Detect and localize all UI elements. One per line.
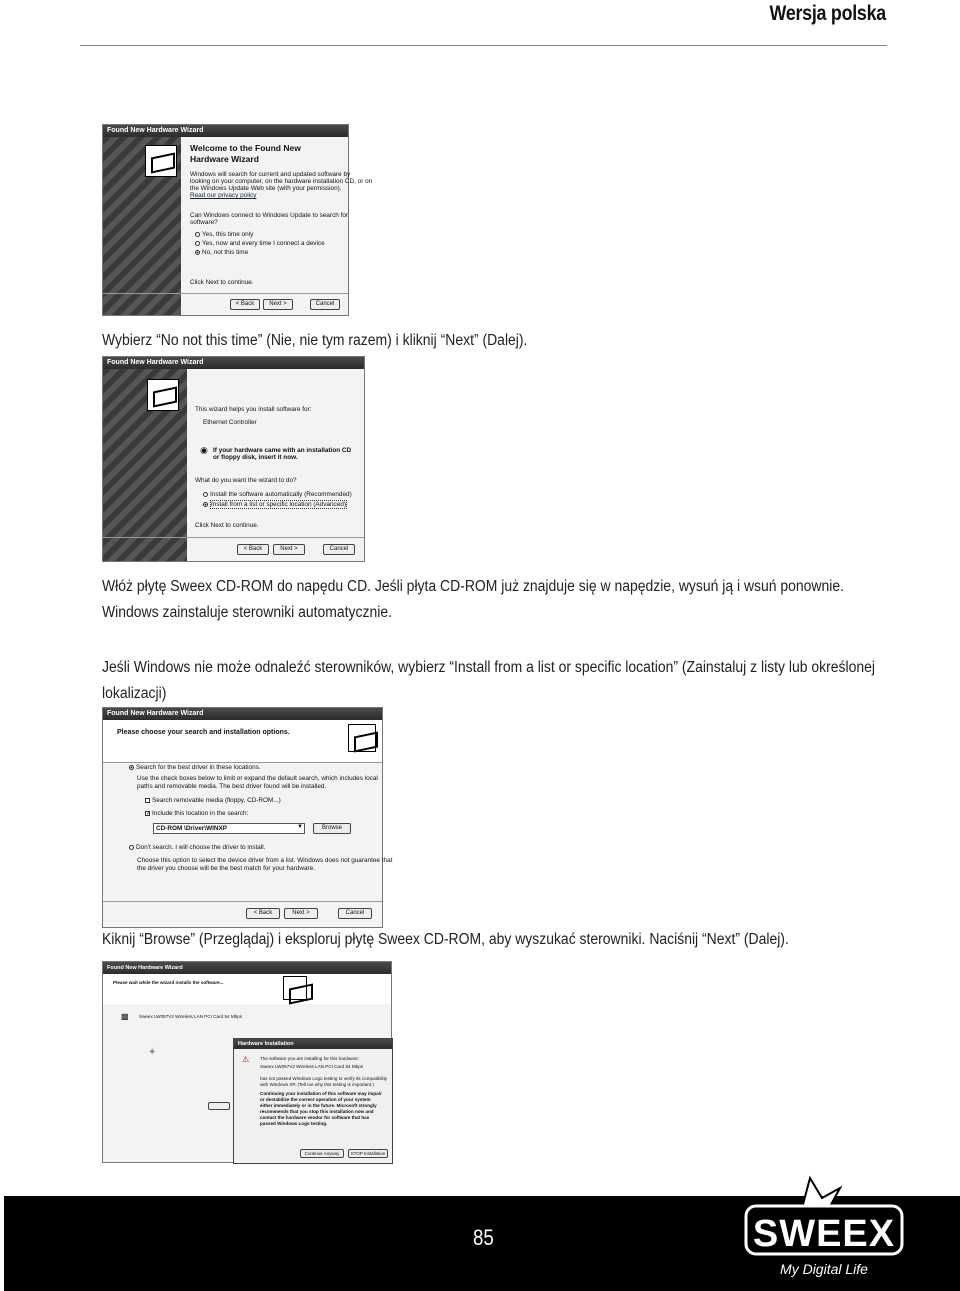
- header-title: Wersja polska: [769, 2, 886, 25]
- wizard-question-2: software?: [190, 219, 218, 226]
- chevron-down-icon[interactable]: ▼: [297, 824, 303, 830]
- page-number: 85: [473, 1225, 494, 1250]
- wizard-screenshot-search-options: [102, 707, 393, 928]
- option-description: Use the check boxes below to limit or expand the default search, which includes local: [137, 775, 378, 782]
- wizard-heading: Please choose your search and installation options.: [117, 729, 290, 736]
- radio-yes-always[interactable]: [195, 240, 325, 247]
- radio-selected-icon: [203, 502, 208, 507]
- hardware-installation-dialog: [233, 1038, 393, 1164]
- checkbox-removable[interactable]: [145, 797, 281, 804]
- radio-label: Yes, now and every time I connect a device: [202, 240, 325, 247]
- radio-yes-once[interactable]: [195, 231, 253, 238]
- dialog-warning: or destabilize the correct operation of your system: [260, 1097, 371, 1102]
- continue-anyway-button[interactable]: Continue Anyway: [300, 1149, 344, 1158]
- wizard-text: the Windows Update Web site (with your permission).: [190, 185, 342, 192]
- cancel-button[interactable]: Cancel: [310, 299, 340, 310]
- back-button[interactable]: < Back: [230, 299, 260, 310]
- search-animation-icon: ✦: [148, 1047, 157, 1058]
- radio-selected-icon: [195, 250, 200, 255]
- window-title: Found New Hardware Wizard: [103, 962, 391, 974]
- window-title: Found New Hardware Wizard: [103, 125, 348, 137]
- radio-label: Install from a list or specific location (Advanced): [211, 501, 346, 508]
- caption-2: Włóż płytę Sweex CD-ROM do napędu CD. Jeśli płyta CD-ROM już znajduje się w napędzie, wysuń ją i wsuń ponownie. Windows zainstaluje sterowniki automatycznie.: [102, 578, 844, 621]
- cd-text: If your hardware came with an installation CD: [213, 447, 352, 454]
- radio-label: Yes, this time only: [202, 231, 254, 238]
- dialog-device: Sweex LW057V2 Wireless LAN PCI Card 54 Mbps: [260, 1064, 364, 1069]
- hardware-icon: [348, 724, 376, 752]
- wizard-heading: Please wait while the wizard installs the software...: [113, 980, 224, 985]
- radio-selected-icon: [129, 765, 134, 770]
- next-button[interactable]: Next >: [284, 908, 318, 919]
- location-input[interactable]: [153, 823, 305, 834]
- radio-search[interactable]: [129, 764, 261, 771]
- dialog-text: The software you are installing for this hardware:: [260, 1056, 360, 1061]
- caption-1: Wybierz “No not this time” (Nie, nie tym razem) i kliknij “Next” (Dalej).: [102, 332, 528, 349]
- radio-dont-search[interactable]: [129, 844, 265, 851]
- hardware-icon: [145, 145, 177, 177]
- wizard-question: What do you want the wizard to do?: [195, 477, 297, 484]
- dialog-warning: contact the hardware vendor for software that has: [260, 1115, 370, 1120]
- wizard-screenshot-welcome: [102, 124, 373, 316]
- checkbox-checked-icon: ✓: [146, 810, 152, 817]
- dialog-text: has not passed Windows Logo testing to verify its compatibility: [260, 1076, 388, 1081]
- radio-label: No, not this time: [202, 249, 249, 256]
- divider: [103, 762, 382, 763]
- back-button[interactable]: < Back: [237, 544, 269, 555]
- header-divider: [80, 45, 887, 46]
- radio-auto[interactable]: [203, 491, 352, 498]
- checkbox-location[interactable]: [145, 810, 248, 817]
- next-button[interactable]: Next >: [273, 544, 305, 555]
- cancel-button[interactable]: Cancel: [323, 544, 355, 555]
- radio-label: Don't search. I will choose the driver to install.: [136, 844, 266, 851]
- option-description: Choose this option to select the device driver from a list. Windows does not guarantee that: [137, 857, 393, 864]
- wizard-header-band: [103, 720, 382, 762]
- stop-installation-button[interactable]: STOP Installation: [348, 1149, 388, 1158]
- divider: [103, 293, 348, 294]
- checkbox-icon: [145, 798, 150, 803]
- dialog-warning: Continuing your installation of this software may impair: [260, 1091, 382, 1096]
- caption-4: Kiknij “Browse” (Przeglądaj) i eksploruj płytę Sweex CD-ROM, aby wyszukać sterowniki. Naciśnij “Next” (Dalej).: [102, 931, 789, 948]
- dialog-warning: recommends that you stop this installation now and: [260, 1109, 374, 1114]
- option-description-2: the driver you choose will be the best match for your hardware.: [137, 865, 315, 872]
- radio-no[interactable]: [195, 249, 248, 256]
- cancel-button[interactable]: Cancel: [338, 908, 372, 919]
- cd-text-2: or floppy disk, insert it now.: [213, 454, 298, 461]
- window-title: Found New Hardware Wizard: [103, 357, 364, 369]
- dialog-title: Hardware Installation: [234, 1039, 392, 1049]
- window-title: Found New Hardware Wizard: [103, 708, 382, 720]
- radio-label: Install the software automatically (Recommended): [210, 491, 352, 498]
- logo-tagline: My Digital Life: [780, 1261, 868, 1277]
- back-button[interactable]: < Back: [246, 908, 280, 919]
- checkbox-label: Include this location in the search:: [152, 810, 249, 817]
- wizard-hint: Click Next to continue.: [195, 522, 259, 529]
- dialog-text-2: with Windows XP. (Tell me why this testing is important.): [260, 1082, 375, 1087]
- wizard-heading: Welcome to the Found New: [190, 143, 301, 153]
- warning-icon: ⚠: [242, 1055, 250, 1064]
- cd-icon: ◉: [200, 445, 208, 455]
- location-value: CD-ROM \Driver\WINXP: [156, 825, 228, 832]
- wizard-screenshot-installing: [102, 961, 392, 1163]
- logo-text: SWEEX: [752, 1213, 896, 1255]
- radio-icon: [203, 492, 208, 497]
- sweex-logo: [740, 1176, 912, 1286]
- privacy-link[interactable]: Read our privacy policy: [190, 192, 257, 199]
- option-description-2: paths and removable media. The best driver found will be installed.: [137, 783, 327, 790]
- device-name: Ethernet Controller: [203, 419, 257, 426]
- wizard-text: This wizard helps you install software for:: [195, 406, 312, 413]
- dialog-warning: passed Windows Logo testing.: [260, 1121, 328, 1126]
- divider: [103, 537, 364, 538]
- back-button[interactable]: [208, 1102, 230, 1110]
- wizard-hint: Click Next to continue.: [190, 279, 254, 286]
- device-name: Sweex LW057V2 Wireless LAN PCI Card 54 Mbps: [139, 1014, 243, 1019]
- browse-button[interactable]: Browse: [313, 823, 351, 834]
- hardware-icon: [147, 379, 179, 411]
- hardware-icon: [283, 976, 307, 1000]
- radio-label: Search for the best driver in these locations.: [136, 764, 261, 771]
- wizard-text: looking on your computer, on the hardware installation CD, or on: [190, 178, 373, 185]
- caption-3: Jeśli Windows nie może odnaleźć sterowników, wybierz “Install from a list or specific location” (Zainstaluj z listy lub określonej lokalizacji): [102, 659, 875, 702]
- wizard-header-band: [103, 974, 391, 1004]
- dialog-warning: either immediately or in the future. Microsoft strongly: [260, 1103, 377, 1108]
- checkbox-label: Search removable media (floppy, CD-ROM...): [152, 797, 281, 804]
- wizard-screenshot-install: [102, 356, 365, 562]
- radio-icon: [195, 232, 200, 237]
- radio-list[interactable]: [203, 501, 347, 508]
- radio-icon: [195, 241, 200, 246]
- network-card-icon: ▩: [121, 1012, 129, 1021]
- divider: [103, 901, 382, 902]
- wizard-question: Can Windows connect to Windows Update to search for: [190, 212, 349, 219]
- next-button[interactable]: Next >: [263, 299, 293, 310]
- wizard-text: Windows will search for current and updated software by: [190, 171, 351, 178]
- wizard-heading-2: Hardware Wizard: [190, 154, 259, 164]
- radio-icon: [129, 845, 134, 850]
